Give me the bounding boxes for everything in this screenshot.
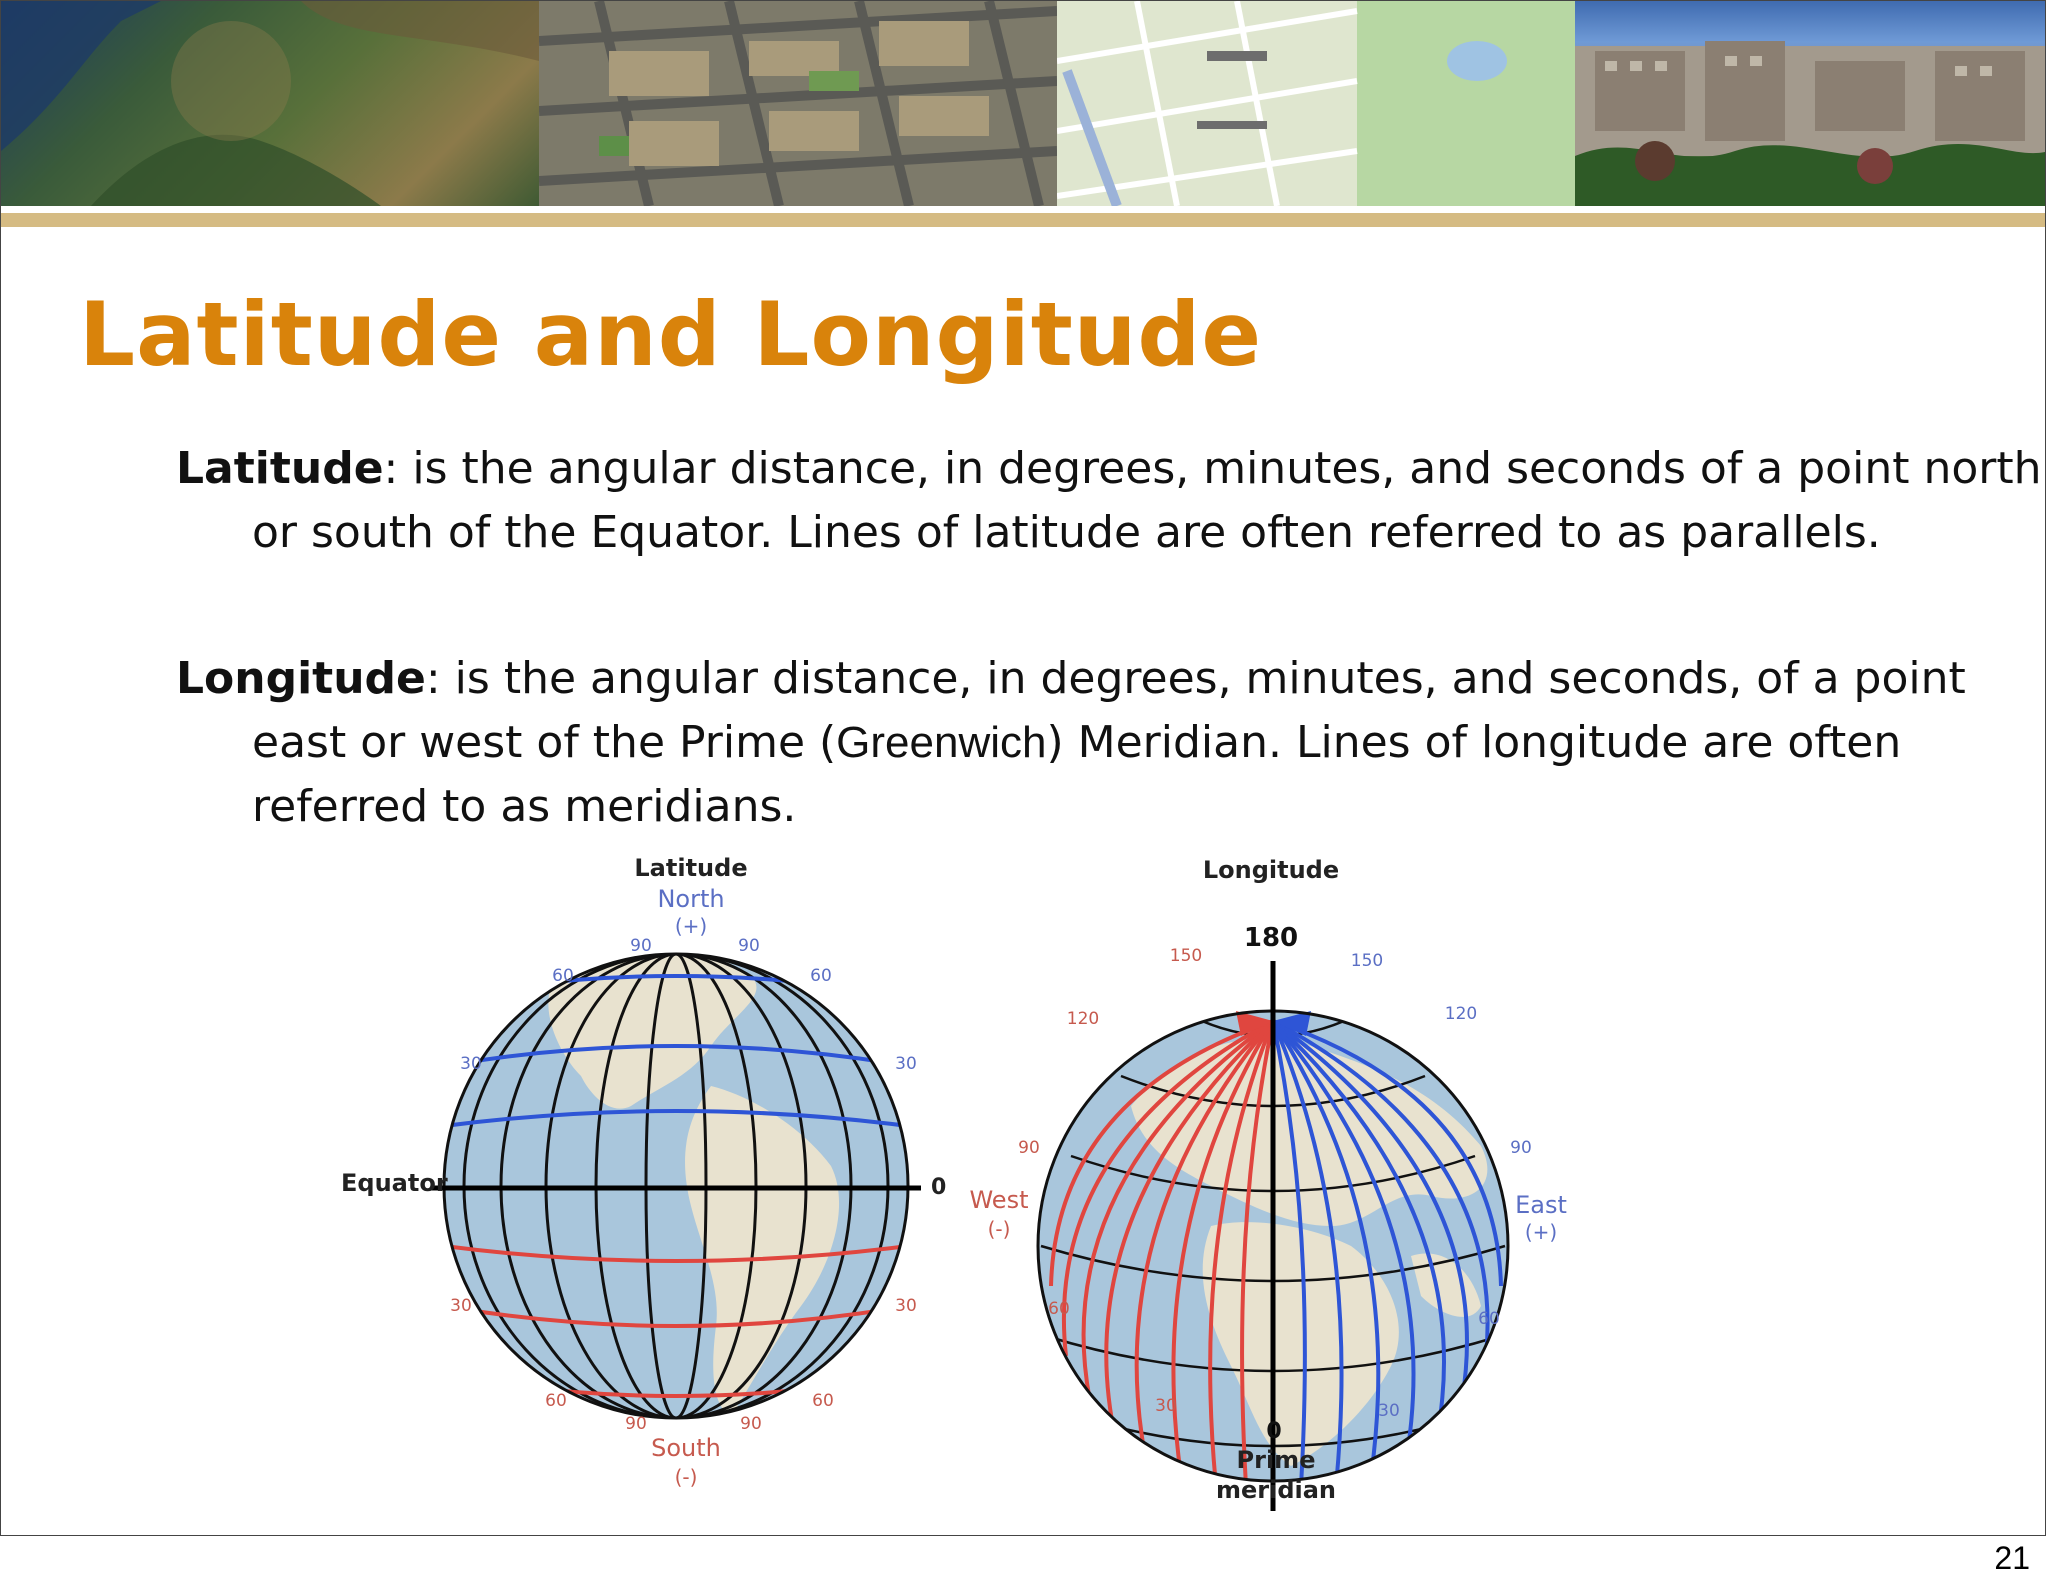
slide-title: Latitude and Longitude bbox=[79, 283, 1263, 386]
longitude-text-after: ) Meridian. Lines of longitude are often referred to as meridians. bbox=[252, 717, 1902, 832]
longitude-globe-heading: Longitude bbox=[1202, 856, 1340, 884]
south-sign: (-) bbox=[674, 1465, 698, 1489]
lat-tick-label: 60 bbox=[812, 1391, 834, 1411]
prime-label-line-1: Prime bbox=[1236, 1446, 1316, 1474]
lon-tick-label: 120 bbox=[1066, 1009, 1100, 1029]
header-banner bbox=[1, 1, 2046, 206]
north-label: North bbox=[657, 885, 725, 913]
latitude-definition bbox=[176, 437, 2046, 565]
equator-label: Equator bbox=[341, 1169, 448, 1197]
latitude-longitude-figure bbox=[331, 846, 1611, 1526]
gold-divider-bar bbox=[1, 213, 2046, 227]
lat-tick-label: 90 bbox=[738, 936, 760, 956]
banner-aerial-city-image bbox=[539, 1, 1057, 206]
lon-tick-label: 60 bbox=[1048, 1299, 1070, 1319]
lat-tick-label: 30 bbox=[895, 1296, 917, 1316]
equator-value: 0 bbox=[931, 1175, 947, 1200]
longitude-top-value: 180 bbox=[1243, 923, 1299, 953]
longitude-definition bbox=[176, 647, 2046, 839]
east-label: East bbox=[1515, 1191, 1567, 1219]
banner-satellite-image bbox=[1, 1, 539, 206]
lon-tick-label: 30 bbox=[1378, 1401, 1400, 1421]
lat-tick-label: 30 bbox=[450, 1296, 472, 1316]
prime-label-line-2: meridian bbox=[1215, 1476, 1337, 1504]
lat-tick-label: 30 bbox=[460, 1054, 482, 1074]
lon-tick-label: 120 bbox=[1444, 1004, 1478, 1024]
lat-tick-label: 30 bbox=[895, 1054, 917, 1074]
page-number: 21 bbox=[1994, 1540, 2030, 1576]
lon-tick-label: 90 bbox=[1510, 1138, 1532, 1158]
latitude-globe bbox=[431, 926, 921, 1446]
lat-tick-label: 60 bbox=[810, 966, 832, 986]
west-sign: (-) bbox=[987, 1217, 1011, 1241]
latitude-text: : is the angular distance, in degrees, minutes, and seconds of a point north or south of the Equator. Lines of latitude are often referred to as parallels. bbox=[252, 443, 2042, 558]
lon-tick-label: 30 bbox=[1155, 1396, 1177, 1416]
banner-street-map-image bbox=[1057, 1, 1575, 206]
greenwich-text: Greenwich bbox=[836, 718, 1047, 767]
lat-tick-label: 60 bbox=[552, 966, 574, 986]
lon-tick-label: 150 bbox=[1350, 951, 1384, 971]
lat-tick-label: 90 bbox=[740, 1414, 762, 1434]
longitude-term: Longitude bbox=[176, 653, 426, 704]
lat-tick-label: 90 bbox=[630, 936, 652, 956]
banner-3d-city-image bbox=[1575, 1, 2046, 206]
lon-tick-label: 60 bbox=[1478, 1309, 1500, 1329]
west-label: West bbox=[969, 1186, 1029, 1214]
latitude-term: Latitude bbox=[176, 443, 384, 494]
lat-tick-label: 90 bbox=[625, 1414, 647, 1434]
lon-tick-label: 150 bbox=[1169, 946, 1203, 966]
lat-tick-label: 60 bbox=[545, 1391, 567, 1411]
south-label: South bbox=[651, 1434, 721, 1462]
prime-value: 0 bbox=[1266, 1419, 1282, 1444]
longitude-text-before: : is the angular distance, in degrees, minutes, and seconds, of a point east or west of the Prime ( bbox=[252, 653, 1966, 768]
lon-tick-label: 90 bbox=[1018, 1138, 1040, 1158]
north-sign: (+) bbox=[674, 914, 708, 938]
latitude-globe-heading: Latitude bbox=[634, 854, 748, 882]
east-sign: (+) bbox=[1524, 1220, 1558, 1244]
